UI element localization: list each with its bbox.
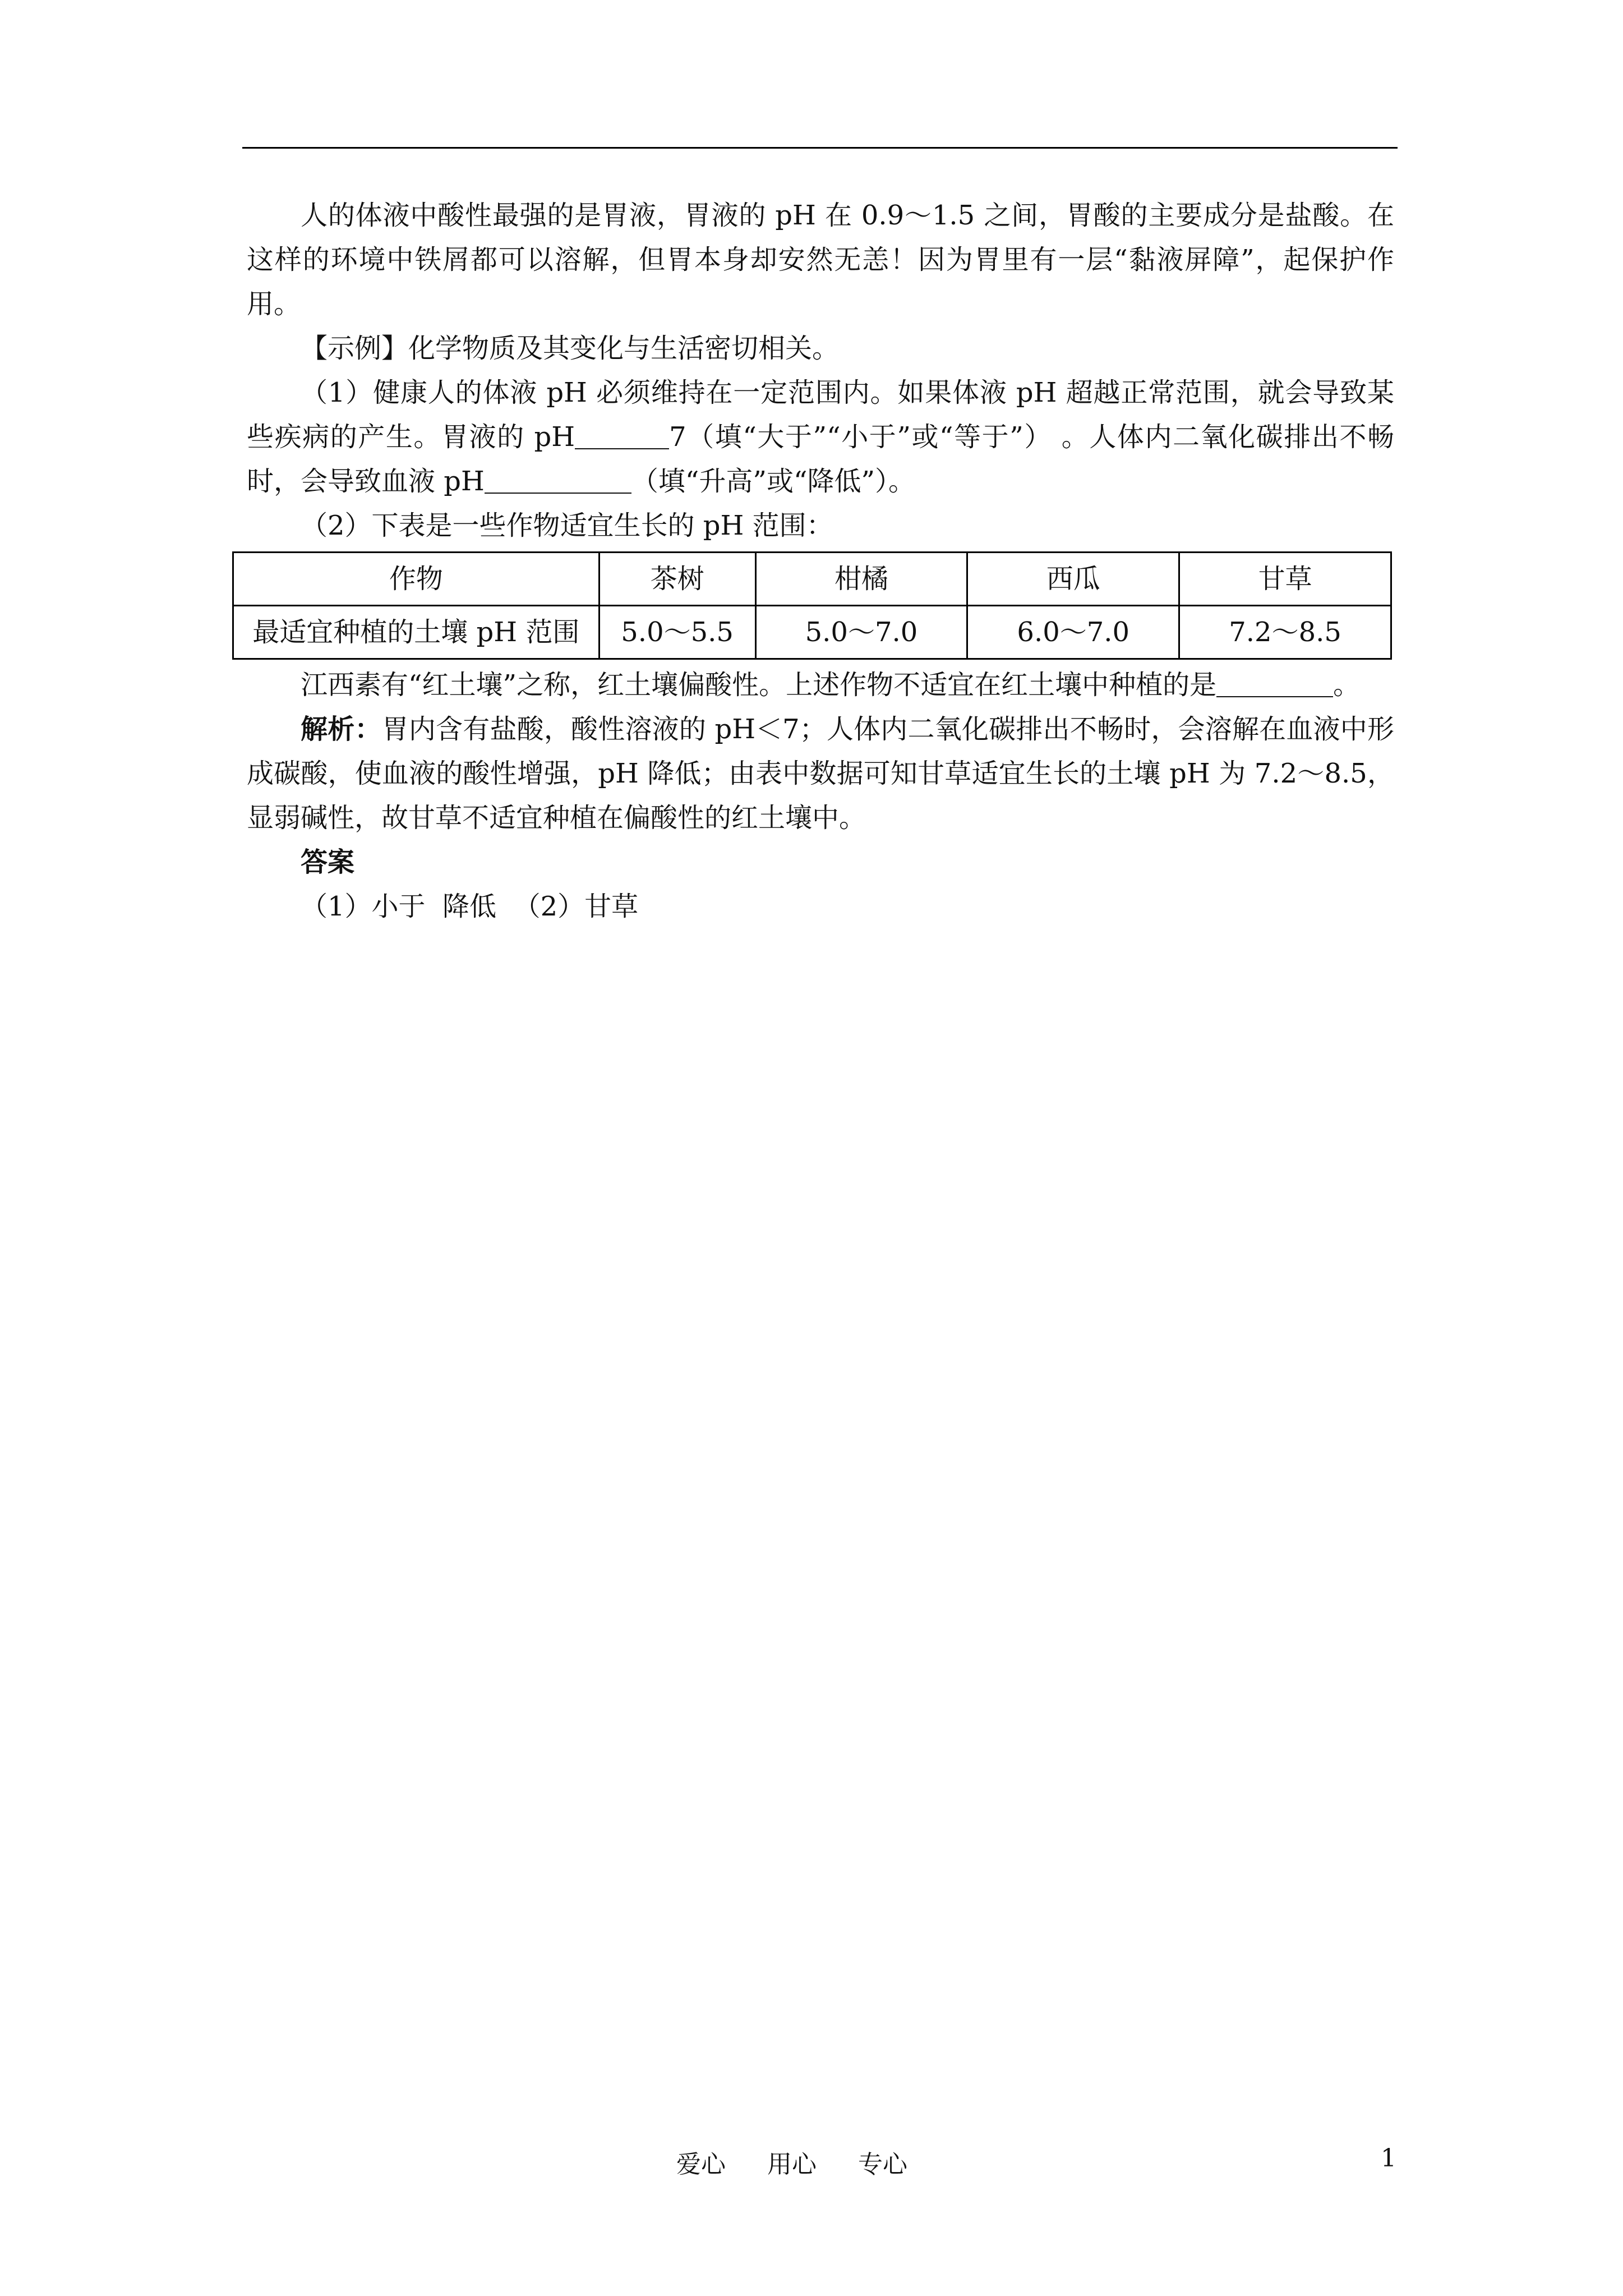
table-cell: 5.0～5.5 (599, 606, 755, 659)
analysis-paragraph (247, 707, 1394, 840)
table-header-row (233, 553, 1391, 606)
table-cell: 西瓜 (967, 553, 1179, 606)
page-number: 1 (1381, 2144, 1396, 2173)
q1-blank-1[interactable] (575, 422, 669, 449)
table-cell: 5.0～7.0 (755, 606, 967, 659)
q2-end: 。 (1333, 669, 1361, 701)
table-row (233, 606, 1391, 659)
example-text: 化学物质及其变化与生活密切相关。 (408, 333, 840, 364)
analysis-label: 解析： (301, 714, 382, 745)
table-cell: 作物 (233, 553, 600, 606)
question-2-intro: （2）下表是一些作物适宜生长的 pH 范围： (301, 510, 833, 541)
intro-paragraph: 人的体液中酸性最强的是胃液，胃液的 pH 在 0.9～1.5 之间，胃酸的主要成分是盐酸。在这样的环境中铁屑都可以溶解，但胃本身却安然无恙！因为胃里有一层“黏液屏障”，起保护作用。 (247, 200, 1394, 320)
q1-text-a: （1）健康人的体液 pH 必须维持在一定范围内。如果体液 pH 超越正常范围，就会导致某些疾病的产生。胃液的 pH (247, 377, 1394, 453)
table-cell: 6.0～7.0 (967, 606, 1179, 659)
table-cell: 柑橘 (755, 553, 967, 606)
header-rule (242, 147, 1398, 149)
table-cell: 最适宜种植的土壤 pH 范围 (233, 606, 600, 659)
q1-blank-2[interactable] (485, 467, 631, 494)
question-2-text (247, 663, 1394, 707)
table-cell: 茶树 (599, 553, 755, 606)
q2-blank[interactable] (1216, 670, 1333, 697)
table-cell: 甘草 (1179, 553, 1391, 606)
example-paragraph (247, 326, 1394, 371)
q1-text-c: （填“升高”或“降低”）。 (631, 466, 916, 497)
ph-range-table (232, 551, 1392, 660)
answer-text: （1）小于 降低 （2）甘草 (301, 891, 639, 922)
document-body (247, 194, 1394, 929)
analysis-text: 胃内含有盐酸，酸性溶液的 pH＜7；人体内二氧化碳排出不畅时，会溶解在血液中形成碳酸，使血液的酸性增强，pH 降低；由表中数据可知甘草适宜生长的土壤 pH 为 7.2～8.5，显弱碱性，故甘草不适宜种植在偏酸性的红土壤中。 (247, 714, 1394, 834)
q2-text: 江西素有“红土壤”之称，红土壤偏酸性。上述作物不适宜在红土壤中种植的是 (301, 669, 1217, 701)
question-1 (247, 371, 1394, 504)
footer-motto: 爱心 用心 专心 (676, 2150, 907, 2179)
page-footer (0, 2144, 1623, 2178)
answer-label: 答案 (301, 846, 355, 878)
example-tag: 【示例】 (301, 333, 409, 364)
q1-text-b: 7（填“大于”“小于”或“等于”） 。人体内二氧化碳排出不畅时，会导致血液 pH (247, 421, 1394, 497)
table-cell: 7.2～8.5 (1179, 606, 1391, 659)
